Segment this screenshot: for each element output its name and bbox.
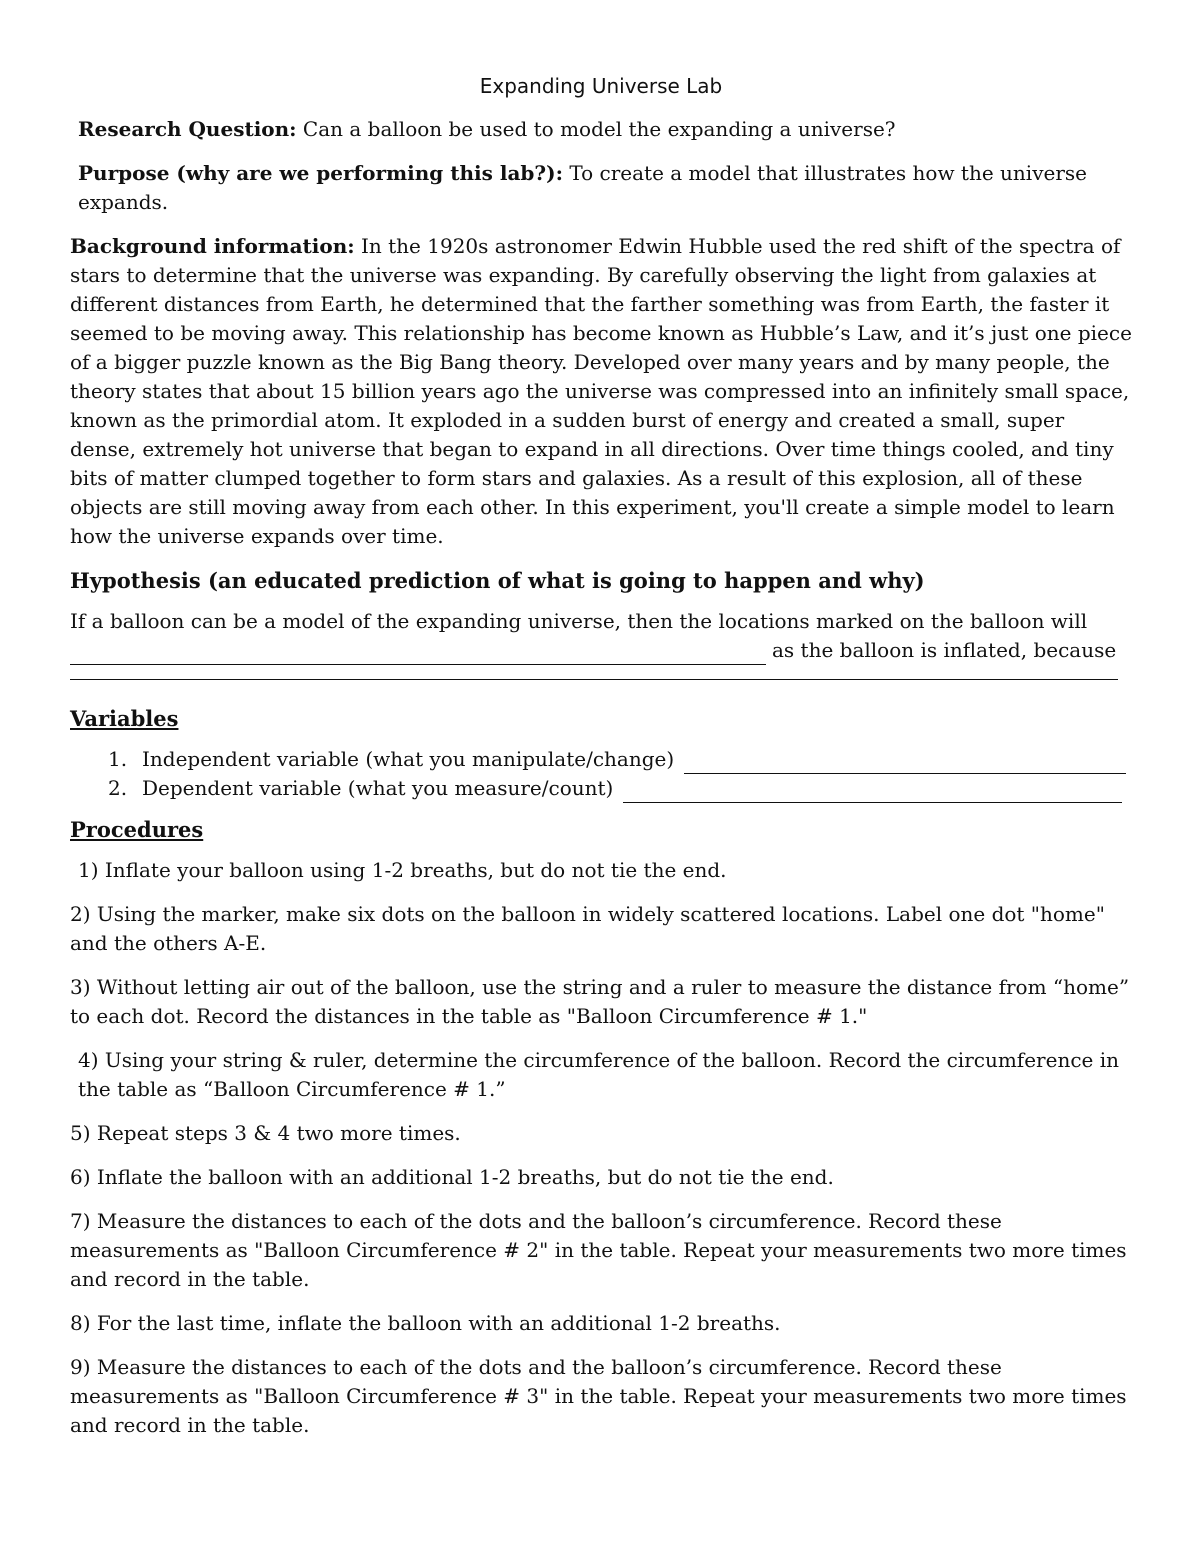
- procedure-step: 7) Measure the distances to each of the dots and the balloon’s circumference. Record these measurements as "Balloon Circumference # 2" in the table. Repeat your measurements two more times and record in the table.: [70, 1209, 1127, 1291]
- procedure-step: 8) For the last time, inflate the balloon with an additional 1-2 breaths.: [70, 1311, 781, 1335]
- research-question-label: Research Question:: [78, 117, 297, 141]
- variable-text: Independent variable (what you manipulate/change): [142, 747, 675, 771]
- hypothesis-blank-1[interactable]: [70, 644, 766, 665]
- variable-number: 2.: [108, 776, 128, 800]
- purpose-label: Purpose (why are we performing this lab?):: [78, 161, 563, 185]
- variable-text: Dependent variable (what you measure/count): [142, 776, 614, 800]
- hypothesis-block: [70, 607, 1132, 680]
- purpose: [70, 159, 1132, 217]
- hypothesis-line2: [70, 636, 1132, 665]
- hypothesis-blank-2[interactable]: [70, 667, 1118, 680]
- procedure-step: 3) Without letting air out of the balloon, use the string and a ruler to measure the distance from “home” to each dot. Record the distances in the table as "Balloon Circumference # 1.": [70, 975, 1130, 1028]
- dependent-variable-blank[interactable]: [623, 782, 1122, 803]
- background-label: Background information:: [70, 234, 355, 258]
- hypothesis-line2-suffix: as the balloon is inflated, because: [772, 638, 1117, 662]
- independent-variable-blank[interactable]: [684, 753, 1126, 774]
- hypothesis-line1: If a balloon can be a model of the expanding universe, then the locations marked on the balloon will: [70, 609, 1088, 633]
- procedure-step: 9) Measure the distances to each of the dots and the balloon’s circumference. Record these measurements as "Balloon Circumference # 3" in the table. Repeat your measurements two more times and record in the table.: [70, 1355, 1127, 1437]
- page-title: Expanding Universe Lab: [479, 74, 723, 98]
- variables-list: [70, 745, 1132, 803]
- research-question: [70, 115, 1132, 144]
- hypothesis-heading: Hypothesis (an educated prediction of what is going to happen and why): [70, 568, 925, 593]
- procedure-step: 2) Using the marker, make six dots on the balloon in widely scattered locations. Label one dot "home" and the others A-E.: [70, 902, 1105, 955]
- procedures-list: [70, 856, 1132, 1440]
- procedure-step: 6) Inflate the balloon with an additional 1-2 breaths, but do not tie the end.: [70, 1165, 834, 1189]
- background-information: [70, 232, 1132, 551]
- research-question-text: Can a balloon be used to model the expanding a universe?: [302, 117, 896, 141]
- procedure-step: 5) Repeat steps 3 & 4 two more times.: [70, 1121, 461, 1145]
- list-item: [108, 745, 1132, 774]
- purpose-text: To create a model that illustrates how the universe expands.: [78, 161, 1087, 214]
- document-page: [70, 72, 1132, 1455]
- variables-heading: Variables: [70, 706, 179, 731]
- variable-number: 1.: [108, 747, 128, 771]
- background-text: In the 1920s astronomer Edwin Hubble used the red shift of the spectra of stars to determine that the universe was expanding. By carefully observing the light from galaxies at different distances from Earth, he determined that the farther something was from Earth, the faster it seemed to be moving away. This relationship has become known as Hubble’s Law, and it’s just one piece of a bigger puzzle known as the Big Bang theory. Developed over many years and by many people, the theory states that about 15 billion years ago the universe was compressed into an infinitely small space, known as the primordial atom. It exploded in a sudden burst of energy and created a small, super dense, extremely hot universe that began to expand in all directions. Over time things cooled, and tiny bits of matter clumped together to form stars and galaxies. As a result of this explosion, all of these objects are still moving away from each other. In this experiment, you'll create a simple model to learn how the universe expands over time.: [70, 234, 1132, 548]
- procedure-step: 4) Using your string & ruler, determine the circumference of the balloon. Record the circumference in the table as “Balloon Circumference # 1.”: [78, 1048, 1119, 1101]
- procedure-step: 1) Inflate your balloon using 1-2 breaths, but do not tie the end.: [78, 858, 727, 882]
- procedures-heading: Procedures: [70, 817, 204, 842]
- list-item: [108, 774, 1132, 803]
